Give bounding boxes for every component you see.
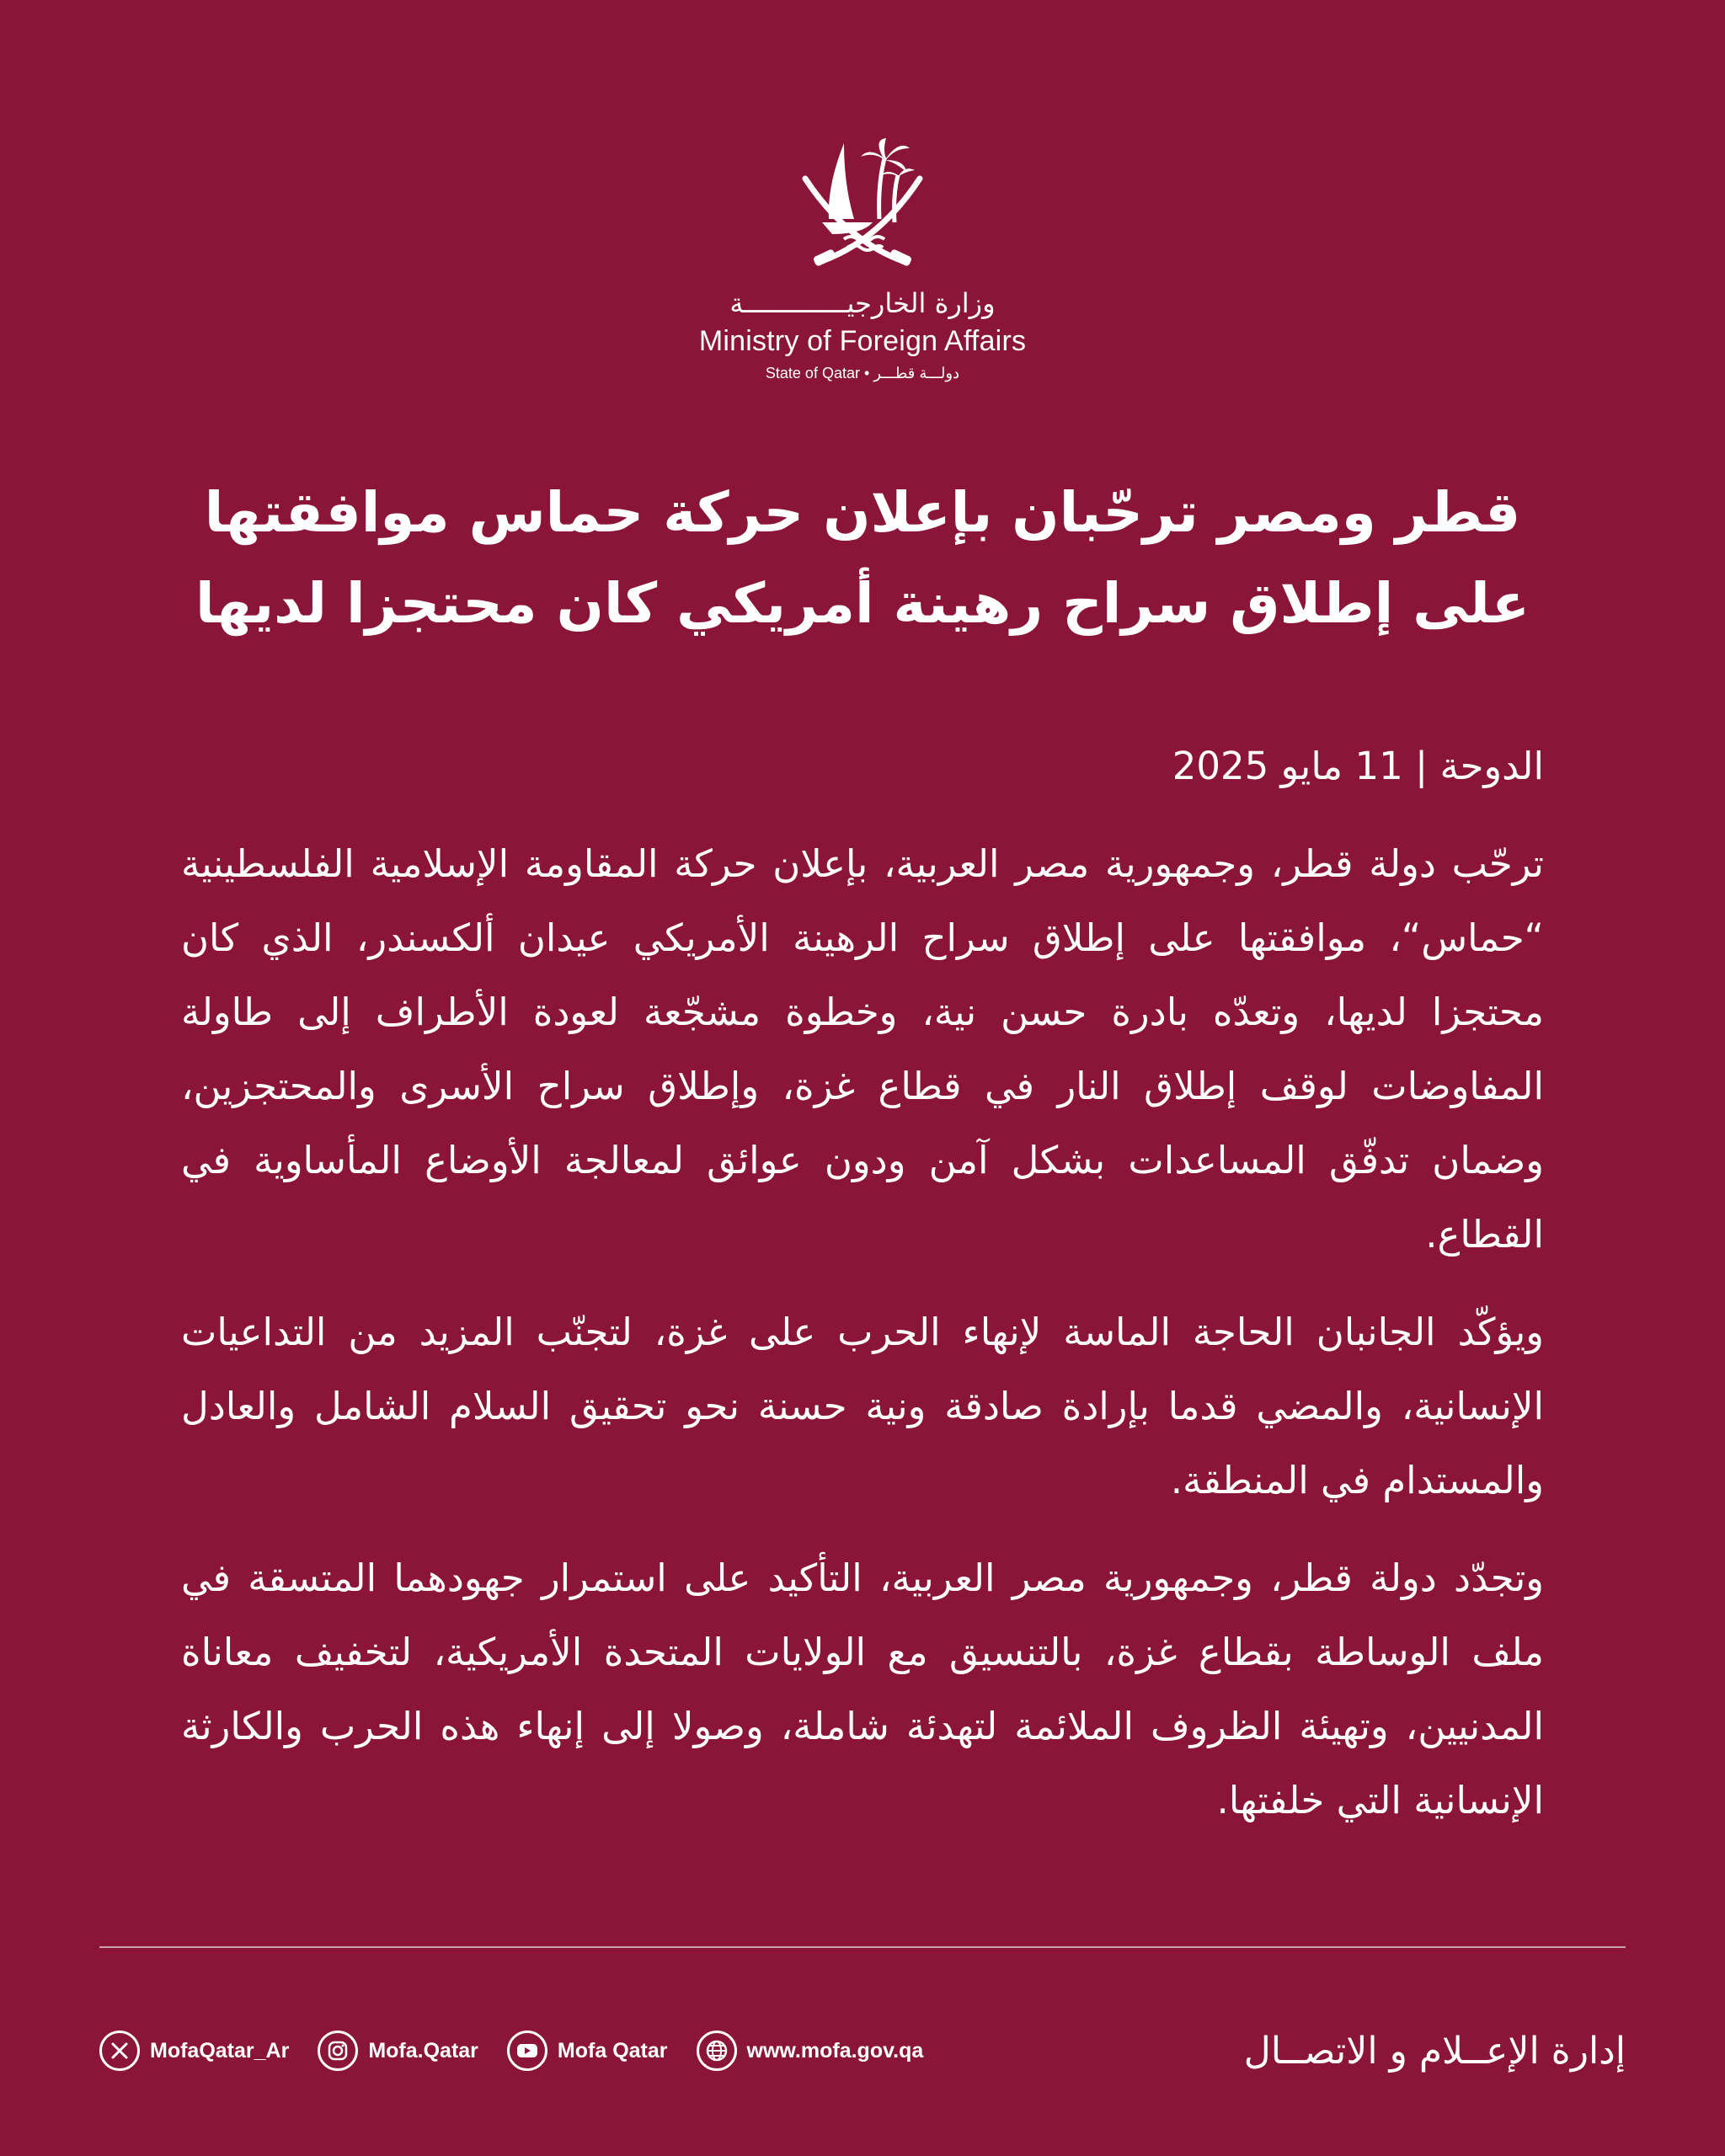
social-label-youtube: Mofa Qatar	[557, 2038, 668, 2063]
dateline: الدوحة | 11 مايو 2025	[1172, 744, 1544, 788]
footer	[99, 2021, 1626, 2080]
headline-line-1: قطر ومصر ترحّبان بإعلان حركة حماس موافقتها	[204, 480, 1521, 545]
headline	[185, 467, 1540, 649]
qatar-emblem-icon	[795, 135, 930, 278]
social-label-website: www.mofa.gov.qa	[746, 2038, 924, 2063]
social-links	[99, 2031, 952, 2071]
ministry-logo	[0, 135, 1725, 386]
state-label: State of Qatar • دولـــة قطـــر	[765, 365, 960, 382]
x-icon	[99, 2031, 140, 2071]
social-link-website[interactable]	[697, 2031, 924, 2071]
paragraph: ويؤكّد الجانبان الحاجة الماسة لإنهاء الحرب على غزة، لتجنّب المزيد من التداعيات الإنسانية، والمضي قدما بإرادة صادقة ونية حسنة نحو تحقيق السلام الشامل والعادل والمستدام في المنطقة.	[181, 1310, 1544, 1502]
paragraph: ترحّب دولة قطر، وجمهورية مصر العربية، بإعلان حركة المقاومة الإسلامية الفلسطينية “حماس“، موافقتها على إطلاق سراح الرهينة الأمريكي عيدان ألكسندر، الذي كان محتجزا لديها، وتعدّه بادرة حسن نية، وخطوة مشجّعة لعودة الأطراف إلى طاولة المفاوضات لوقف إطلاق النار في قطاع غزة، وإطلاق سراح الأسرى والمحتجزين، وضمان تدفّق المساعدات بشكل آمن ودون عوائق لمعالجة الأوضاع المأساوية في القطاع.	[181, 841, 1544, 1257]
social-link-x[interactable]	[99, 2031, 289, 2071]
instagram-icon	[318, 2031, 358, 2071]
department-name: إدارة الإعــلام و الاتصــال	[1243, 2029, 1626, 2073]
ministry-name-english: Ministry of Foreign Affairs	[698, 325, 1027, 357]
press-release-body	[181, 729, 1544, 1861]
social-link-instagram[interactable]	[318, 2031, 478, 2071]
social-label-instagram: Mofa.Qatar	[368, 2038, 478, 2063]
social-link-youtube[interactable]	[507, 2031, 668, 2071]
youtube-icon	[507, 2031, 547, 2071]
footer-divider	[99, 1946, 1626, 1948]
social-label-x: MofaQatar_Ar	[150, 2038, 290, 2063]
paragraph: وتجدّد دولة قطر، وجمهورية مصر العربية، التأكيد على استمرار جهودهما المتسقة في ملف الوساطة بقطاع غزة، بالتنسيق مع الولايات المتحدة الأمريكية، لتخفيف معاناة المدنيين، وتهيئة الظروف الملائمة لتهدئة شاملة، وصولا إلى إنهاء هذه الحرب والكارثة الإنسانية التي خلفتها.	[181, 1556, 1544, 1822]
globe-icon	[697, 2031, 737, 2071]
ministry-name-arabic: وزارة الخارجيـــــــــــــة	[729, 287, 996, 319]
headline-line-2: على إطلاق سراح رهينة أمريكي كان محتجزا لديها	[195, 571, 1530, 636]
